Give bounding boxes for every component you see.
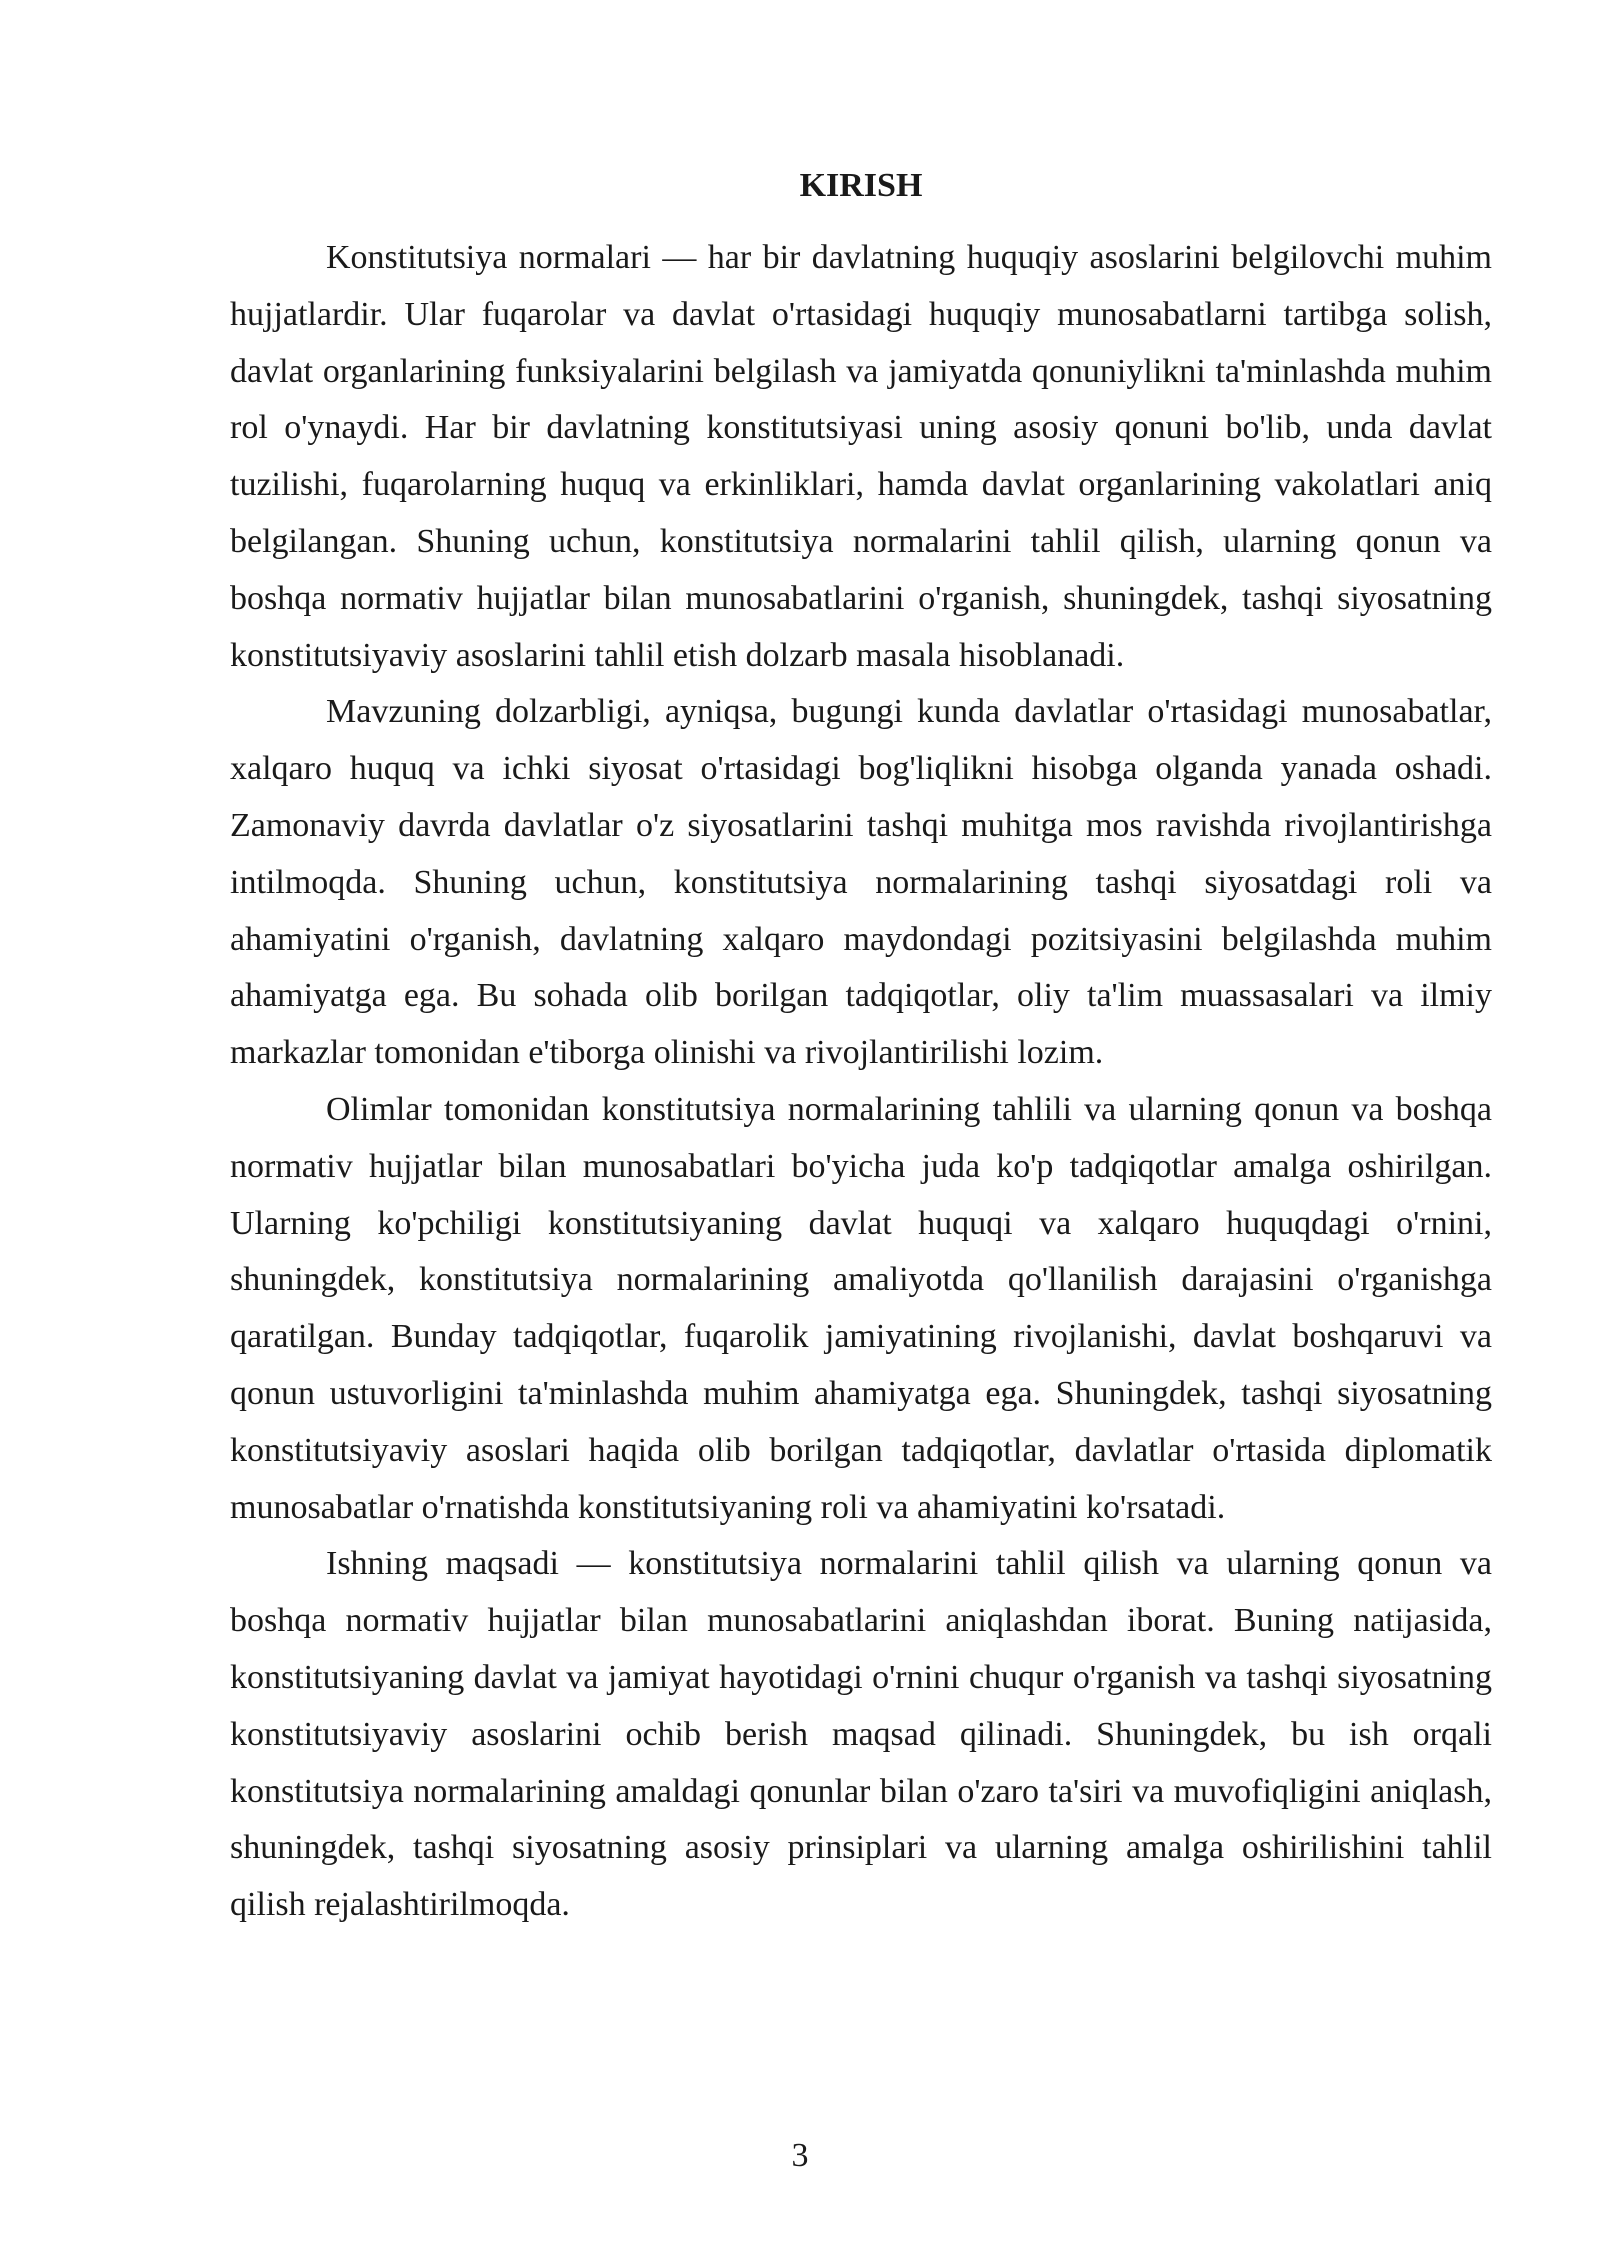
- section-heading: KIRISH: [799, 167, 923, 204]
- paragraph-relevance: Mavzuning dolzarbligi, ayniqsa, bugungi kunda davlatlar o'rtasidagi munosabatlar, xalqaro huquq va ichki siyosat o'rtasidagi bog'liqlikni hisobga olganda yanada oshadi. Zamonaviy davrda davlatlar o'z siyosatlarini tashqi muhitga mos ravishda rivojlantirishga intilmoqda. Shuning uchun, konstitutsiya normalarining tashqi siyosatdagi roli va ahamiyatini o'rganish, davlatning xalqaro maydondagi pozitsiyasini belgilashda muhim ahamiyatga ega. Bu sohada olib borilgan tadqiqotlar, oliy ta'lim muassasalari va ilmiy markazlar tomonidan e'tiborga olinishi va rivojlantirilishi lozim.: [230, 693, 1492, 1072]
- paragraph-goal: Ishning maqsadi — konstitutsiya normalarini tahlil qilish va ularning qonun va boshqa normativ hujjatlar bilan munosabatlarini aniqlashdan iborat. Buning natijasida, konstitutsiyaning davlat va jamiyat hayotidagi o'rnini chuqur o'rganish va tashqi siyosatning konstitutsiyaviy asoslarini ochib berish maqsad qilinadi. Shuningdek, bu ish orqali konstitutsiya normalarining amaldagi qonunlar bilan o'zaro ta'siri va muvofiqligini aniqlash, shuningdek, tashqi siyosatning asosiy prinsiplari va ularning amalga oshirilishini tahlil qilish rejalashtirilmoqda.: [230, 1545, 1492, 1924]
- paragraph-literature: Olimlar tomonidan konstitutsiya normalarining tahlili va ularning qonun va boshqa normativ hujjatlar bilan munosabatlari bo'yicha juda ko'p tadqiqotlar amalga oshirilgan. Ularning ko'pchiligi konstitutsiyaning davlat huquqi va xalqaro huquqdagi o'rnini, shuningdek, konstitutsiya normalarining amaliyotda qo'llanilish darajasini o'rganishga qaratilgan. Bunday tadqiqotlar, fuqarolik jamiyatining rivojlanishi, davlat boshqaruvi va qonun ustuvorligini ta'minlashda muhim ahamiyatga ega. Shuningdek, tashqi siyosatning konstitutsiyaviy asoslari haqida olib borilgan tadqiqotlar, davlatlar o'rtasida diplomatik munosabatlar o'rnatishda konstitutsiyaning roli va ahamiyatini ko'rsatadi.: [230, 1090, 1492, 1526]
- paragraph-intro: Konstitutsiya normalari — har bir davlatning huquqiy asoslarini belgilovchi muhim hujjatlardir. Ular fuqarolar va davlat o'rtasidagi huquqiy munosabatlarni tartibga solish, davlat organlarining funksiyalarini belgilash va jamiyatda qonuniylikni ta'minlashda muhim rol o'ynaydi. Har bir davlatning konstitutsiyasi uning asosiy qonuni bo'lib, unda davlat tuzilishi, fuqarolarning huquq va erkinliklari, hamda davlat organlarining vakolatlari aniq belgilangan. Shuning uchun, konstitutsiya normalarini tahlil qilish, ularning qonun va boshqa normativ hujjatlar bilan munosabatlarini o'rganish, shuningdek, tashqi siyosatning konstitutsiyaviy asoslarini tahlil etish dolzarb masala hisoblanadi.: [230, 239, 1492, 674]
- page-number: 3: [791, 2137, 809, 2174]
- document-page: [230, 160, 1492, 1934]
